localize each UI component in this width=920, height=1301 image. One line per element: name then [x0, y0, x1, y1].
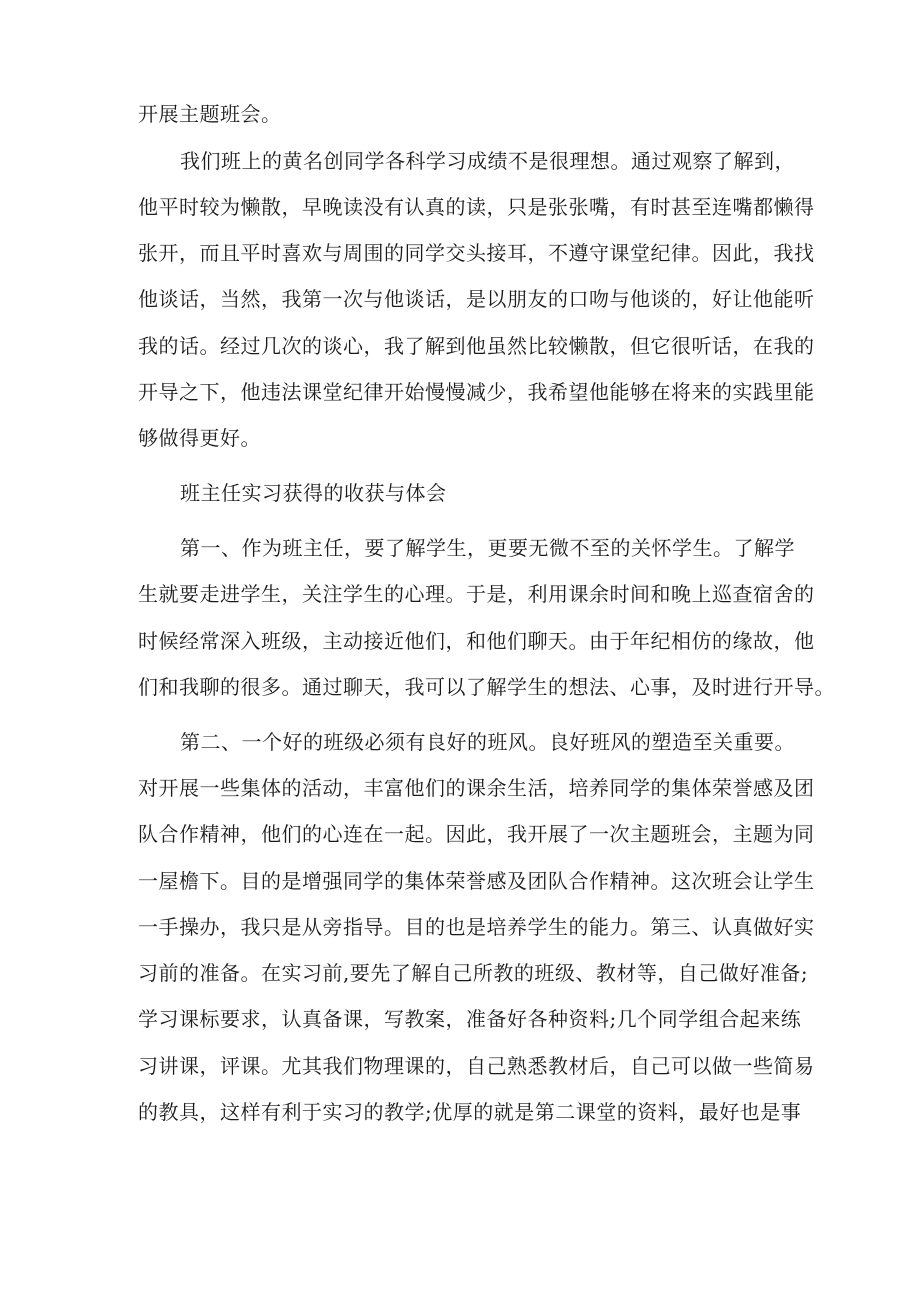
text-line: 第一、作为班主任，要了解学生，更要无微不至的关怀学生。了解学 — [180, 536, 795, 560]
text-line: 时候经常深入班级，主动接近他们，和他们聊天。由于年纪相仿的缘故，他 — [138, 629, 815, 653]
text-line: 我的话。经过几次的谈心，我了解到他虽然比较懒散，但它很听话，在我的 — [138, 334, 815, 358]
text-line: 习前的准备。在实习前,要先了解自己所教的班级、教材等，自己做好准备; — [138, 961, 809, 985]
text-line: 队合作精神，他们的心连在一起。因此，我开展了一次主题班会，主题为同 — [138, 822, 815, 846]
text-line: 习讲课，评课。尤其我们物理课的，自己熟悉教材后，自己可以做一些简易 — [138, 1054, 815, 1078]
text-line: 一手操办，我只是从旁指导。目的也是培养学生的能力。第三、认真做好实 — [138, 915, 815, 939]
text-line: 的教具，这样有利于实习的教学;优厚的就是第二课堂的资料，最好也是事 — [138, 1100, 802, 1124]
text-line: 学习课标要求，认真备课，写教案，准备好各种资料;几个同学组合起来练 — [138, 1007, 802, 1031]
text-line: 他谈话，当然，我第一次与他谈话，是以朋友的口吻与他谈的，好让他能听 — [138, 287, 815, 311]
text-line: 开展主题班会。 — [138, 102, 282, 126]
text-line: 第二、一个好的班级必须有良好的班风。良好班风的塑造至关重要。 — [180, 730, 795, 754]
text-line: 张开，而且平时喜欢与周围的同学交头接耳，不遵守课堂纪律。因此，我找 — [138, 241, 815, 265]
text-line: 开导之下，他违法课堂纪律开始慢慢减少，我希望他能够在将来的实践里能 — [138, 380, 815, 404]
text-line: 一屋檐下。目的是增强同学的集体荣誉感及团队合作精神。这次班会让学生 — [138, 869, 815, 893]
text-line: 们和我聊的很多。通过聊天，我可以了解学生的想法、心事，及时进行开导。 — [138, 675, 835, 699]
text-line: 我们班上的黄名创同学各科学习成绩不是很理想。通过观察了解到， — [180, 149, 795, 173]
text-line: 他平时较为懒散，早晚读没有认真的读，只是张张嘴，有时甚至连嘴都懒得 — [138, 195, 815, 219]
text-line: 生就要走进学生，关注学生的心理。于是，利用课余时间和晚上巡查宿舍的 — [138, 582, 815, 606]
section-heading: 班主任实习获得的收获与体会 — [180, 481, 447, 505]
text-line: 够做得更好。 — [138, 426, 261, 450]
text-line: 对开展一些集体的活动，丰富他们的课余生活，培养同学的集体荣誉感及团 — [138, 776, 815, 800]
